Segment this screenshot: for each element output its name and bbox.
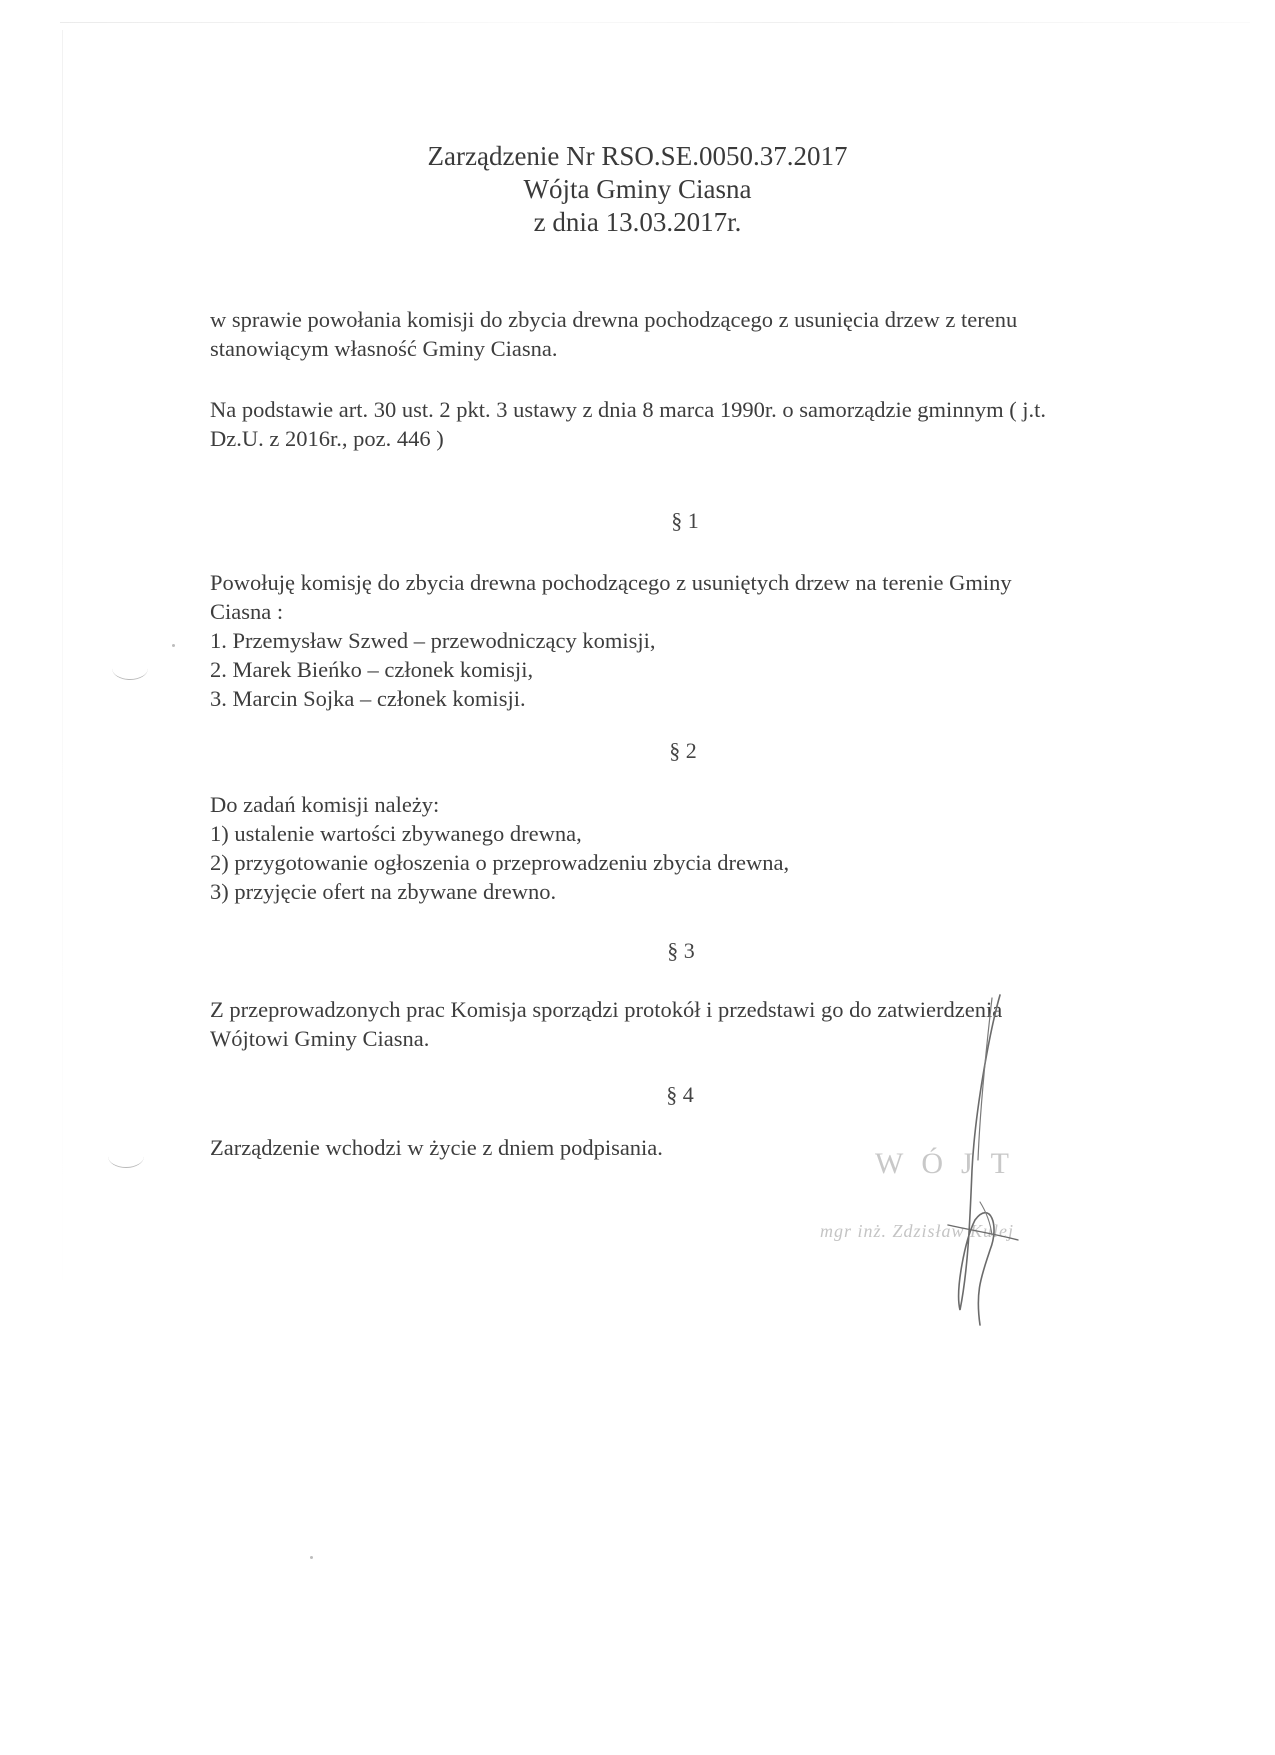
section-mark-4: § 4 (666, 1082, 694, 1107)
legal-basis-paragraph (210, 395, 1165, 453)
document-issuer: Wójta Gminy Ciasna (523, 174, 752, 204)
section-2-intro: Do zadań komisji należy: (210, 792, 440, 817)
list-item: 3) przyjęcie ofert na zbywane drewno. (210, 879, 557, 904)
section-mark-2: § 2 (669, 738, 697, 763)
section-3-text: Z przeprowadzonych prac Komisja sporządzi protokół i przedstawi go do zatwierdzenia (210, 997, 1003, 1022)
list-item: 3. Marcin Sojka – członek komisji. (210, 686, 526, 711)
section-1-intro: Powołuję komisję do zbycia drewna pochodzącego z usuniętych drzew na terenie Gminy (210, 570, 1012, 595)
scan-edge-top (60, 22, 1250, 23)
section-1-content (210, 568, 1165, 713)
list-item: 2) przygotowanie ogłoszenia o przeprowadzeniu zbycia drewna, (210, 850, 790, 875)
scan-speck (172, 644, 175, 647)
section-4-text: Zarządzenie wchodzi w życie z dniem podpisania. (210, 1135, 663, 1160)
subject-line: stanowiącym własność Gminy Ciasna. (210, 336, 558, 361)
list-item: 2. Marek Bieńko – członek komisji, (210, 657, 534, 682)
stamp-title: WÓJT (875, 1147, 1027, 1180)
subject-line: w sprawie powołania komisji do zbycia drewna pochodzącego z usunięcia drzew z terenu (210, 307, 1018, 332)
scan-speck (310, 1556, 313, 1559)
subject-paragraph (210, 305, 1165, 363)
document-date: z dnia 13.03.2017r. (533, 207, 742, 237)
document-header (0, 140, 1275, 239)
list-item: 1) ustalenie wartości zbywanego drewna, (210, 821, 582, 846)
list-item: 1. Przemysław Szwed – przewodniczący komisji, (210, 628, 656, 653)
stamp-name: mgr inż. Zdzisław Kulej (820, 1221, 1015, 1241)
section-3-content (210, 995, 1165, 1053)
handwritten-signature (930, 990, 1020, 1330)
section-1-intro: Ciasna : (210, 599, 284, 624)
legal-basis-line: Na podstawie art. 30 ust. 2 pkt. 3 ustawy z dnia 8 marca 1990r. o samorządzie gminnym ( j.t. (210, 397, 1047, 422)
punch-hole-mark-lower (108, 1145, 144, 1168)
legal-basis-line: Dz.U. z 2016r., poz. 446 ) (210, 426, 444, 451)
document-title: Zarządzenie Nr RSO.SE.0050.37.2017 (427, 141, 848, 171)
section-2-content (210, 790, 1165, 906)
section-3-text: Wójtowi Gminy Ciasna. (210, 1026, 430, 1051)
punch-hole-mark-upper (112, 657, 148, 680)
section-mark-3: § 3 (667, 938, 695, 963)
section-mark-1: § 1 (671, 508, 699, 533)
